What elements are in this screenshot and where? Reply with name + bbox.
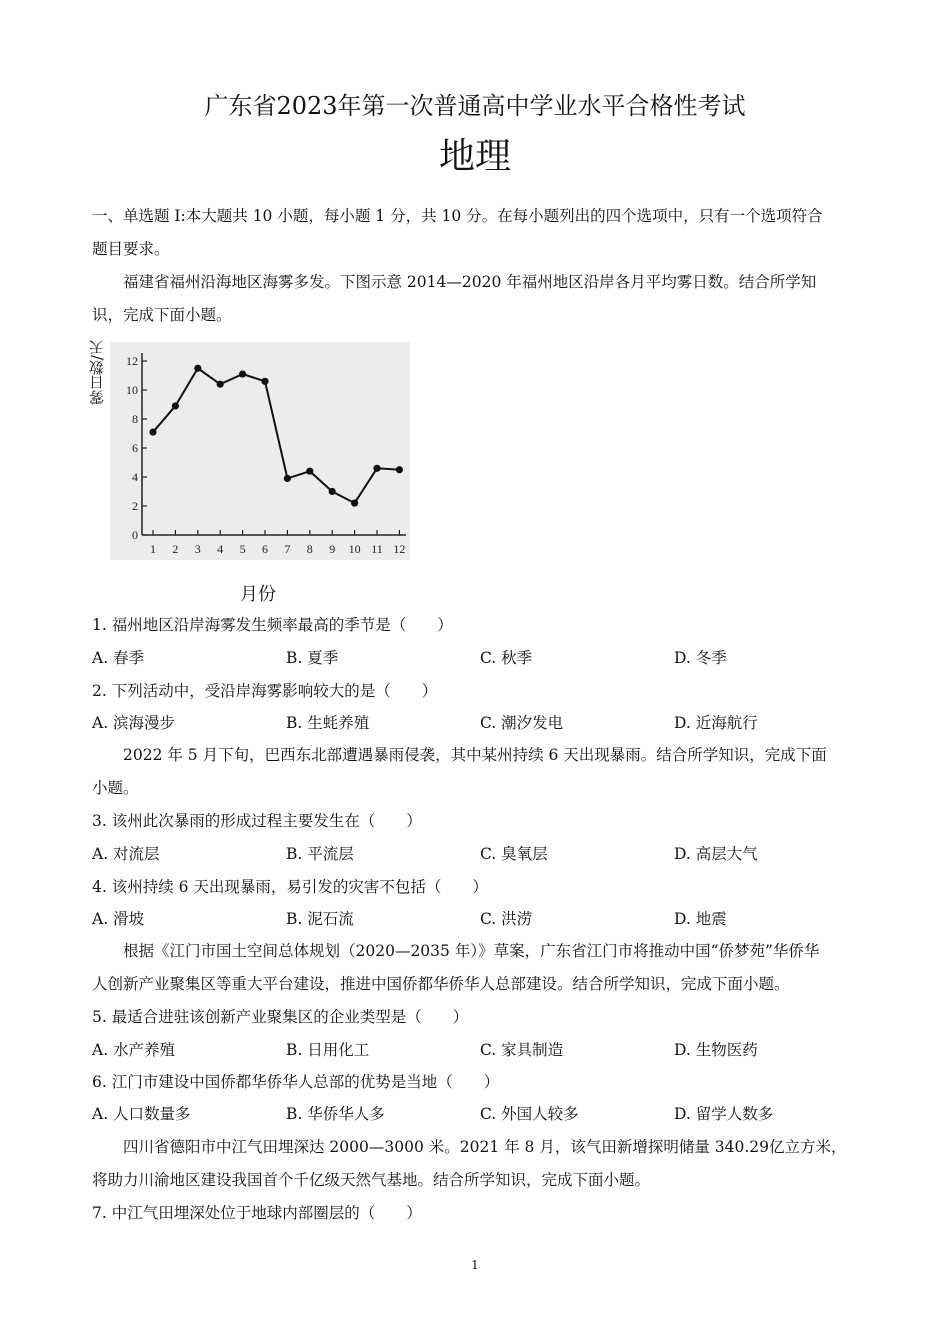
x-tick-label: 11 (371, 542, 383, 556)
question-3-options (92, 843, 872, 865)
x-tick-label: 2 (172, 542, 179, 556)
section-heading-line2: 题目要求。 (92, 240, 170, 258)
subject-title: 地理 (438, 136, 511, 177)
passage-2-line1: 2022 年 5 月下旬，巴西东北部遭遇暴雨侵袭，其中某州持续 6 天出现暴雨。结合所学知识，完成下面 (123, 746, 827, 764)
passage-4-line1: 四川省德阳市中江气田埋深达 2000—3000 米。2021 年 8 月，该气田新增探明储量 340.29亿立方米， (123, 1138, 847, 1156)
passage-1-line2: 识，完成下面小题。 (92, 306, 232, 324)
fog-days-chart (110, 342, 410, 560)
data-point (396, 466, 403, 473)
section-heading-line1: 一、单选题 I:本大题共 10 小题，每小题 1 分，共 10 分。在每小题列出的四个选项中，只有一个选项符合 (92, 207, 823, 225)
data-point (373, 465, 380, 472)
question-2-stem: 2. 下列活动中，受沿岸海雾影响较大的是（ ） (92, 682, 438, 700)
x-tick-label: 12 (393, 542, 406, 556)
option-b[interactable]: B. 生蚝养殖 (286, 714, 370, 732)
x-tick-label: 5 (239, 542, 246, 556)
passage-4-line2: 将助力川渝地区建设我国首个千亿级天然气基地。结合所学知识，完成下面小题。 (92, 1171, 651, 1189)
question-4-options (92, 908, 872, 930)
option-c[interactable]: C. 秋季 (480, 649, 533, 667)
question-3-stem: 3. 该州此次暴雨的形成过程主要发生在（ ） (92, 812, 422, 830)
x-tick-label: 4 (217, 542, 224, 556)
fog-days-line (153, 368, 399, 503)
y-tick-label: 12 (126, 354, 138, 368)
option-a[interactable]: A. 人口数量多 (92, 1105, 191, 1123)
x-tick-label: 7 (284, 542, 291, 556)
passage-4 (92, 1131, 862, 1197)
question-1-options (92, 647, 872, 669)
x-tick-label: 9 (329, 542, 336, 556)
page-number: 1 (471, 1258, 479, 1272)
data-point (149, 428, 156, 435)
passage-1-line1: 福建省福州沿海地区海雾多发。下图示意 2014—2020 年福州地区沿岸各月平均雾日数。结合所学知 (123, 273, 817, 291)
question-4-stem: 4. 该州持续 6 天出现暴雨，易引发的灾害不包括（ ） (92, 878, 488, 896)
option-c[interactable]: C. 洪涝 (480, 910, 533, 928)
data-point (329, 488, 336, 495)
option-d[interactable]: D. 高层大气 (674, 845, 758, 863)
data-point (172, 402, 179, 409)
option-b[interactable]: B. 平流层 (286, 845, 354, 863)
option-c[interactable]: C. 家具制造 (480, 1041, 564, 1059)
question-1-stem: 1. 福州地区沿岸海雾发生频率最高的季节是（ ） (92, 616, 453, 634)
passage-2 (92, 739, 862, 805)
y-tick-label: 8 (132, 412, 138, 426)
x-tick-label: 3 (194, 542, 201, 556)
passage-1 (92, 266, 862, 332)
option-a[interactable]: A. 水产养殖 (92, 1041, 176, 1059)
option-a[interactable]: A. 春季 (92, 649, 145, 667)
option-b[interactable]: B. 夏季 (286, 649, 339, 667)
question-6-stem: 6. 江门市建设中国侨都华侨华人总部的优势是当地（ ） (92, 1073, 500, 1091)
x-tick-label: 1 (150, 542, 156, 556)
data-point (194, 365, 201, 372)
y-tick-label: 0 (132, 528, 138, 542)
x-tick-label: 10 (348, 542, 361, 556)
chart-xlabel: 月份 (240, 584, 276, 605)
x-tick-label: 8 (306, 542, 313, 556)
question-6-options (92, 1103, 872, 1125)
option-d[interactable]: D. 冬季 (674, 649, 727, 667)
question-2-options (92, 712, 872, 734)
data-point (351, 500, 358, 507)
option-a[interactable]: A. 对流层 (92, 845, 160, 863)
x-tick-label: 6 (262, 542, 268, 556)
section-heading (92, 200, 862, 266)
option-d[interactable]: D. 地震 (674, 910, 727, 928)
question-7-stem: 7. 中江气田埋深处位于地球内部圈层的（ ） (92, 1204, 422, 1222)
option-d[interactable]: D. 近海航行 (674, 714, 758, 732)
option-c[interactable]: C. 臭氧层 (480, 845, 548, 863)
y-tick-label: 4 (132, 470, 138, 484)
data-point (239, 370, 246, 377)
passage-3 (92, 935, 862, 1001)
data-point (261, 378, 268, 385)
option-b[interactable]: B. 日用化工 (286, 1041, 370, 1059)
option-a[interactable]: A. 滨海漫步 (92, 714, 176, 732)
option-c[interactable]: C. 外国人较多 (480, 1105, 579, 1123)
passage-3-line2: 人创新产业聚集区等重大平台建设，推进中国侨都华侨华人总部建设。结合所学知识，完成下面小题。 (92, 975, 790, 993)
data-point (306, 468, 313, 475)
data-point (217, 381, 224, 388)
option-a[interactable]: A. 滑坡 (92, 910, 145, 928)
passage-3-line1: 根据《江门市国土空间总体规划（2020—2035 年）》草案，广东省江门市将推动中国“侨梦苑”华侨华 (123, 942, 820, 960)
question-5-stem: 5. 最适合进驻该创新产业聚集区的企业类型是（ ） (92, 1008, 469, 1026)
y-tick-label: 2 (132, 499, 138, 513)
option-d[interactable]: D. 生物医药 (674, 1041, 758, 1059)
chart-svg (110, 342, 410, 560)
y-tick-label: 10 (126, 383, 138, 397)
option-b[interactable]: B. 泥石流 (286, 910, 354, 928)
data-point (284, 475, 291, 482)
option-b[interactable]: B. 华侨华人多 (286, 1105, 385, 1123)
passage-2-line2: 小题。 (92, 779, 139, 797)
option-d[interactable]: D. 留学人数多 (674, 1105, 774, 1123)
option-c[interactable]: C. 潮汐发电 (480, 714, 564, 732)
chart-ylabel: 雾日数/天 (88, 340, 106, 406)
question-5-options (92, 1039, 872, 1061)
y-tick-label: 6 (132, 441, 138, 455)
exam-title: 广东省2023年第一次普通高中学业水平合格性考试 (204, 92, 746, 120)
